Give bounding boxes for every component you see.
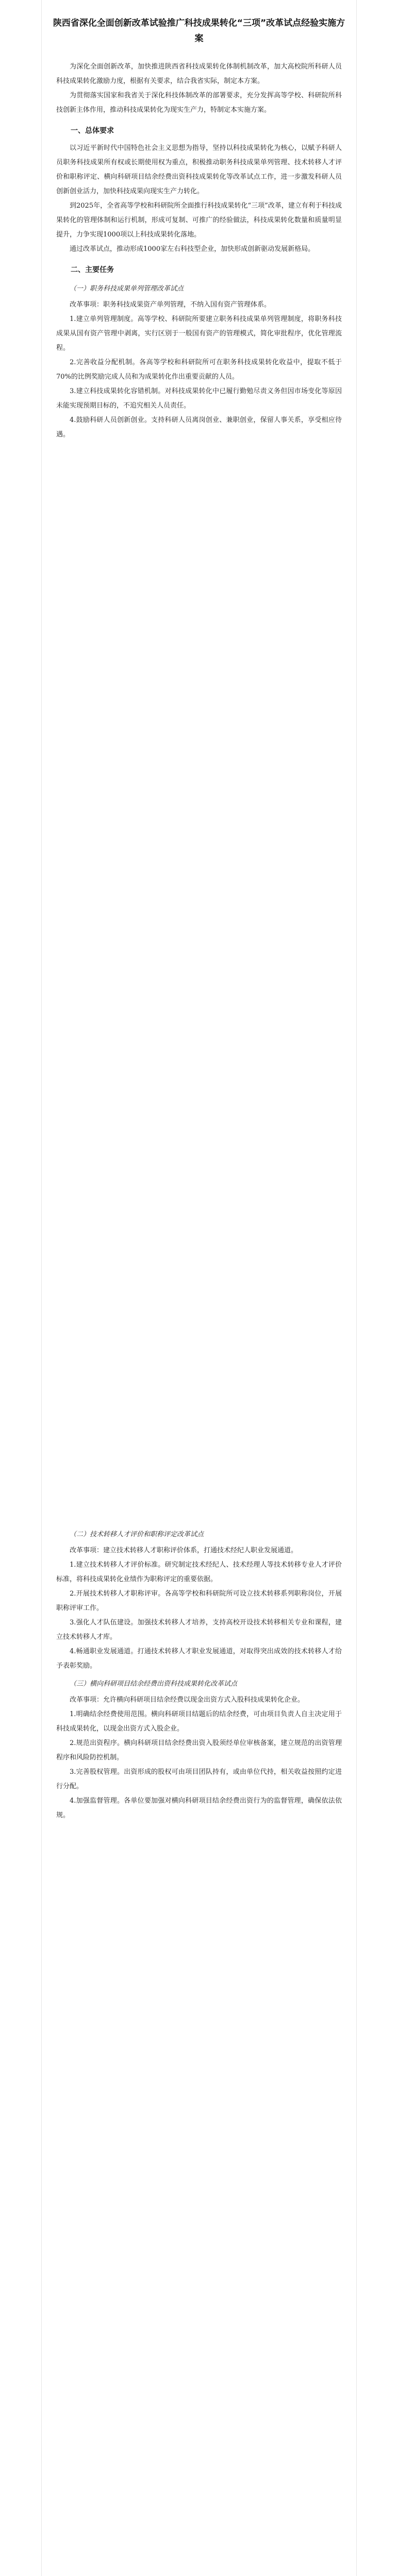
- paper-sheet: [41, 0, 357, 2576]
- task1-para-5: 4.鼓励科研人员创新创业。支持科研人员离岗创业、兼职创业，保留人事关系，享受相应待遇。: [56, 416, 342, 438]
- subheading-task-2: （二）技术转移人才评价和职称评定改革试点: [70, 1531, 204, 1538]
- task2-para-3: 2.开展技术转移人才职称评审。各高等学校和科研院所可设立技术转移系列职称岗位，开展职称评审工作。: [56, 1590, 342, 1612]
- task1-para-3: 2.完善收益分配机制。各高等学校和科研院所可在职务科技成果转化收益中，提取不低于70%的比例奖励完成人员和为成果转化作出重要贡献的人员。: [56, 359, 342, 381]
- task1-para-4: 3.建立科技成果转化容错机制。对科技成果转化中已履行勤勉尽责义务但因市场变化等原因未能实现预期目标的，不追究相关人员责任。: [56, 387, 342, 410]
- overall-para-3: 通过改革试点，推动形成1000家左右科技型企业，加快形成创新驱动发展新格局。: [70, 245, 315, 253]
- task1-para-1: 改革事项：职务科技成果资产单列管理，不纳入国有资产管理体系。: [70, 301, 271, 309]
- task2-para-5: 4.畅通职业发展通道。打通技术转移人才职业发展通道，对取得突出成效的技术转移人才给予表彰奖励。: [56, 1648, 342, 1670]
- page-spacer-2: [42, 1823, 356, 2576]
- task1-para-2: 1.建立单列管理制度。高等学校、科研院所要建立职务科技成果单列管理制度，将职务科技成果从国有资产管理中剥离，实行区别于一般国有资产的管理模式，简化审批程序，优化管理流程。: [56, 315, 342, 352]
- section-heading-overall: 一、总体要求: [71, 127, 114, 135]
- subheading-task-3: （三）横向科研项目结余经费出资科技成果转化改革试点: [70, 1680, 238, 1688]
- document-title: 陕西省深化全面创新改革试验推广科技成果转化“三项”改革试点经验实施方案: [53, 18, 345, 44]
- task2-para-4: 3.强化人才队伍建设。加强技术转移人才培养，支持高校开设技术转移相关专业和课程，建立技术转移人才库。: [56, 1619, 342, 1641]
- task3-para-3: 2.规范出资程序。横向科研项目结余经费出资入股须经单位审核备案，建立规范的出资管理程序和风险防控机制。: [56, 1739, 342, 1761]
- task2-para-1: 改革事项：建立技术转移人才职称评价体系，打通技术经纪人职业发展通道。: [70, 1547, 298, 1554]
- page-spacer-1: [42, 442, 356, 1524]
- overall-para-2: 到2025年，全省高等学校和科研院所全面推行科技成果转化“三项”改革，建立有利于科技成果转化的管理体制和运行机制，形成可复制、可推广的经验做法，科技成果转化数量和质量明显提升，力争实现1000项以上科技成果转化落地。: [56, 202, 342, 239]
- task3-para-1: 改革事项：允许横向科研项目结余经费以现金出资方式入股科技成果转化企业。: [70, 1696, 305, 1704]
- task3-para-4: 3.完善股权管理。出资形成的股权可由项目团队持有，或由单位代持，相关收益按照约定进行分配。: [56, 1768, 342, 1790]
- subheading-task-1: （一）职务科技成果单列管理改革试点: [70, 285, 184, 293]
- overall-para-1: 以习近平新时代中国特色社会主义思想为指导，坚持以科技成果转化为核心，以赋予科研人员职务科技成果所有权或长期使用权为重点，积极推动职务科技成果单列管理、技术转移人才评价和职称评定、横向科研项目结余经费出资科技成果转化等改革试点工作，进一步激发科研人员创新创业活力，加快科技成果向现实生产力转化。: [56, 144, 342, 195]
- task2-para-2: 1.建立技术转移人才评价标准。研究制定技术经纪人、技术经理人等技术转移专业人才评价标准，将科技成果转化业绩作为职称评定的重要依据。: [56, 1561, 342, 1583]
- intro-para-2: 为贯彻落实国家和我省关于深化科技体制改革的部署要求，充分发挥高等学校、科研院所科技创新主体作用，推动科技成果转化为现实生产力，特制定本实施方案。: [56, 92, 342, 114]
- section-heading-tasks: 二、主要任务: [71, 266, 114, 274]
- task3-para-2: 1.明确结余经费使用范围。横向科研项目结题后的结余经费，可由项目负责人自主决定用于科技成果转化，以现金出资方式入股企业。: [56, 1710, 342, 1733]
- task3-para-5: 4.加强监督管理。各单位要加强对横向科研项目结余经费出资行为的监督管理，确保依法依规。: [56, 1797, 342, 1819]
- intro-para-1: 为深化全面创新改革，加快推进陕西省科技成果转化体制机制改革，加大高校院所科研人员科技成果转化激励力度，根据有关要求，结合我省实际，制定本方案。: [56, 63, 342, 85]
